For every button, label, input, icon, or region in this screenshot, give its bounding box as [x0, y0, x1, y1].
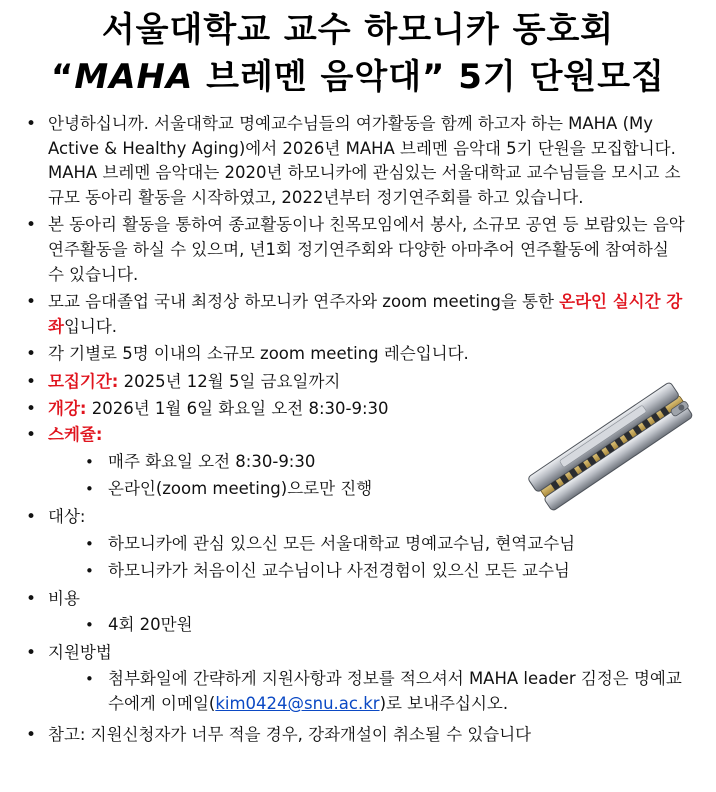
intro-paragraph-4: • 각 기별로 5명 이내의 소규모 zoom meeting 레슨입니다. [24, 342, 689, 367]
course-start-label: 개강: [48, 398, 87, 418]
p3-text: 모교 음대졸업 국내 최정상 하모니카 연주자와 zoom meeting을 통한 [48, 292, 560, 312]
cost-item: • 4회 20만원 [48, 613, 689, 638]
open-quote: “ [51, 57, 75, 97]
target-label: 대상: [48, 506, 86, 526]
page-title: 서울대학교 교수 하모니카 동호회 [101, 10, 615, 50]
apply-text-end: )로 보내주십시오. [379, 694, 509, 714]
email-link[interactable]: kim0424@snu.ac.kr [215, 694, 380, 714]
subtitle-rest: 브레멘 음악대” 5기 단원모집 [193, 57, 665, 97]
apply-list [48, 667, 689, 716]
target-list [48, 532, 689, 584]
cost-list [48, 613, 689, 638]
intro-paragraph-2: • 본 동아리 활동을 통하여 종교활동이나 친목모임에서 봉사, 소규모 공연 등 보람있는 음악 연주활동을 하실 수 있으며, 년1회 정기연주회와 다양한 아마추어 연주활동에 참여하실 수 있습니다. [24, 213, 689, 287]
apply-label: 지원방법 [48, 642, 112, 662]
p3-end: 입니다. [63, 316, 118, 336]
intro-paragraph-1: • 안녕하십니까. 서울대학교 명예교수님들의 여가활동을 함께 하고자 하는 MAHA (My Active & Healthy Aging)에서 2026년 MAHA 브레멘 음악대 5기 단원을 모집합니다. MAHA 브레멘 음악대는 2020년 하모니카에 관심있는 서울대학교 교수님들을 모시고 소규모 동아리 활동을 시작하였고, 2022년부터 정기연주회를 하고 있습니다. [24, 112, 689, 210]
target-item: • 하모니카가 처음이신 교수님이나 사전경험이 있으신 모든 교수님 [48, 559, 689, 584]
apply-method [24, 641, 689, 717]
harmonica-icon [527, 382, 707, 532]
apply-text: 첨부화일에 간략하게 지원사항과 정보를 적으셔서 MAHA leader 김정은 명예교수에게 이메일( [108, 669, 682, 714]
cost [24, 587, 689, 638]
page-subtitle [0, 52, 716, 102]
note: • 참고: 지원신청자가 너무 적을 경우, 강좌개설이 취소될 수 있습니다 [24, 723, 689, 748]
course-start-value: 2026년 1월 6일 화요일 오전 8:30-9:30 [86, 398, 389, 418]
intro-paragraph-3 [24, 290, 689, 339]
maha-title-word: MAHA [74, 57, 194, 97]
online-lecture-highlight: 온라인 실시간 강좌 [48, 292, 683, 336]
target-item: • 하모니카에 관심 있으신 모든 서울대학교 명예교수님, 현역교수님 [48, 532, 689, 557]
cost-label: 비용 [48, 588, 80, 608]
recruit-period-label: 모집기간: [48, 371, 119, 391]
recruit-period-value: 2025년 12월 5일 금요일까지 [118, 371, 341, 391]
schedule-label: 스케쥴: [48, 425, 103, 445]
schedule-item: • 온라인(zoom meeting)으로만 진행 [48, 477, 689, 502]
schedule-item: • 매주 화요일 오전 8:30-9:30 [48, 450, 689, 475]
apply-item [48, 667, 689, 716]
